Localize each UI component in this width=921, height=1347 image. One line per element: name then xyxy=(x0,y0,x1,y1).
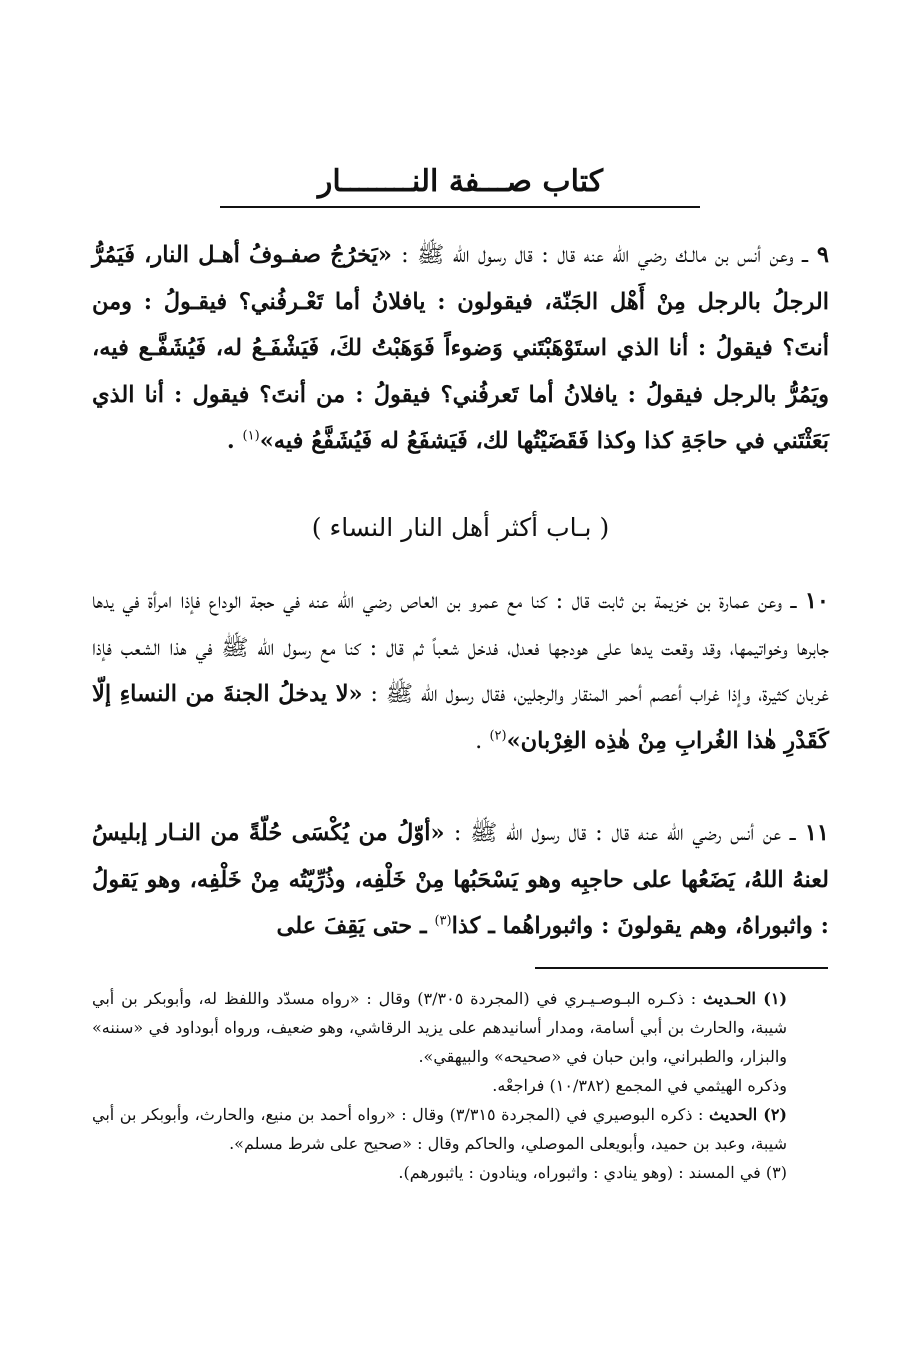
hadith-11-text-a: «أوّلُ من يُكْسَى حُلّةً من النـار إبليسُ لعنهُ اللهُ، يَضَعُها على حاجبِه وهو يَسْحَبُها مِنْ خَلْفِه، وذُرِّيّتُه مِنْ خَلْفِه، وهو يَقولُ : واثبوراهُ، وهم يقولونَ : واثبوراهُما ـ كذا xyxy=(92,820,829,939)
hadith-10-number: ١٠ xyxy=(804,588,829,614)
footnote-ref-3: (٣) xyxy=(434,913,452,929)
footnote-1 xyxy=(92,984,829,1071)
footnote-1-extra: وذكره الهيثمي في المجمع (١٠/٣٨٢) فراجعْه. xyxy=(492,1076,787,1095)
hadith-9-number: ٩ xyxy=(816,242,830,268)
hadith-11-number: ١١ xyxy=(804,820,829,846)
hadith-11-lead: ــ عن أنس رضي الله عنه قال : قال رسول الله ﷺ : xyxy=(453,820,796,846)
footnote-ref-1: (١) xyxy=(242,428,260,444)
chapter-heading: ( بـاب أكثر أهل النار النساء ) xyxy=(311,513,610,542)
footnote-2-label: (٢) الحديث xyxy=(708,1105,787,1124)
hadith-10 xyxy=(92,578,829,764)
hadith-11 xyxy=(92,810,829,950)
footnote-1-label: (١) الحـديث xyxy=(703,989,788,1008)
hadith-11-text-b: ـ حتى يَقِفَ على xyxy=(276,913,427,939)
footnote-2-text: : ذكره البوصيري في (المجردة ٣/٣١٥) وقال : «رواه أحمد بن منيع، والحارث، وأبوبكر بن أبي شيبة، وعبد بن حميد، وأبويعلى الموصلي، والحاكم وقال : «صحيح على شرط مسلم». xyxy=(92,1105,787,1153)
hadith-9-text: «يَخرُجُ صفـوفُ أهـل النار، فَيَمُرُّ الرجلُ بالرجل مِنْ أَهْل الجَنّة، فيقولون : يافلانُ أما تَعْـرفُني؟ فيقـولُ : ومن أنتَ؟ فيقولُ : أنا الذي استَوْهَبْتَني وَضوءاً فَوَهَبْتُ لكَ، فَيَشْفَـعُ له، فَيُشَفَّـع فيه، ويَمُرُّ بالرجل فيقولُ : يافلانُ أما تَعرفُني؟ فيقولُ : من أنتَ؟ فيقول : أنا الذي بَعَثْتَني في حاجَةِ كذا وكذا فَقَضَيْتُها لك، فَيَشفَعُ له فَيُشَفَّعُ فيه» xyxy=(92,242,829,454)
hadith-10-end: . xyxy=(475,727,483,754)
hadith-9 xyxy=(92,232,829,465)
hadith-9-end: . xyxy=(226,428,235,454)
footnote-separator xyxy=(535,967,828,969)
header-rule xyxy=(220,206,700,208)
page-header-title: كتاب صـــفة النــــــــار xyxy=(317,164,604,199)
hadith-9-lead: ــ وعن أنس بن مالـك رضي الله عنه قال : قال رسول الله ﷺ : xyxy=(401,242,808,268)
footnote-ref-2: (٢) xyxy=(489,728,507,743)
footnote-3: (٣) في المسند : (وهو ينادي : واثبوراه، وينادون : ياثبورهم). xyxy=(398,1163,787,1182)
footnote-2 xyxy=(92,1100,829,1158)
hadith-10-text: ــ وعن عمارة بن خزيمة بن ثابت قال : كنا مع عمرو بن العاص رضي الله عنه في حجة الوداع فإذا امرأة في يدها جابرها وخواتيمها، وقد وقعت يدها على هودجها فعدل، فدخل شعباً ثم قال : كنا مع رسول الله ﷺ في هذا الشعب فإذا غربان كثيرة، وإذا غراب أعصم أحمر المنقار والرجلين، فقال رسول الله ﷺ : xyxy=(92,588,830,707)
hadith-10-quote: «لا يدخلُ الجنةَ من النساءِ إلّا كَقَدْرِ هٰذا الغُرابِ مِنْ هٰذِه الغِرْبان» xyxy=(92,681,829,754)
footnote-1-text: : ذكـره البـوصـيـري في (المجردة ٣/٣٠٥) وقال : «رواه مسدّد واللفظ له، وأبوبكر بن أبي شيبة، والحارث بن أبي أسامة، ومدار أسانيدهم على يزيد الرقاشي، وهو ضعيف، ورواه أبوداود في «سننه» والبزار، والطبراني، وابن حبان في «صحيحه» والبيهقي». xyxy=(92,989,787,1066)
footnotes xyxy=(92,984,829,1187)
